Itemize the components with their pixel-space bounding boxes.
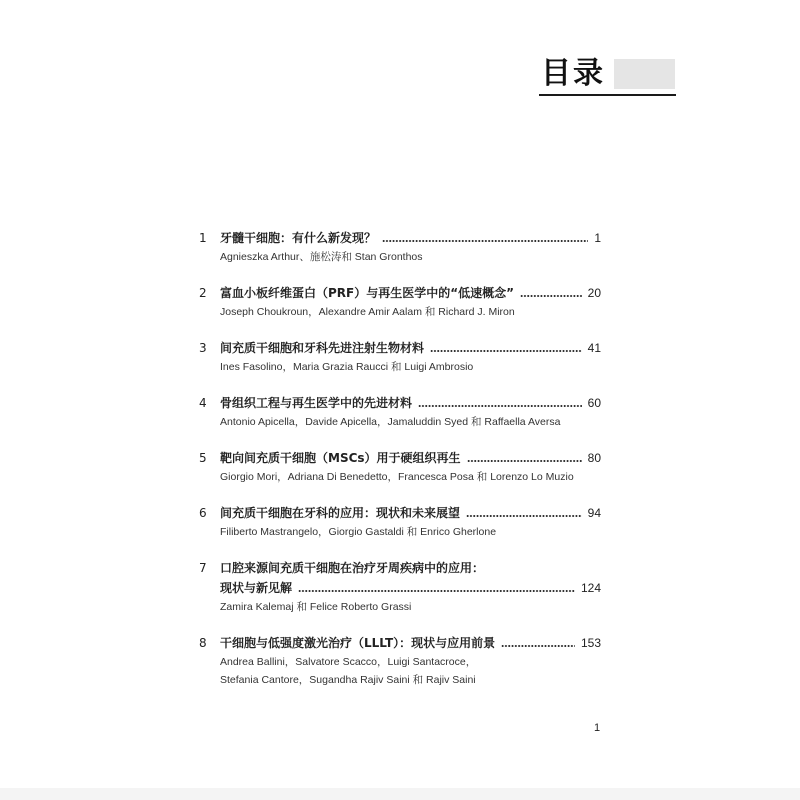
chapter-page-number: 124 xyxy=(580,581,601,595)
chapter-page-number: 20 xyxy=(587,286,601,300)
dot-leader xyxy=(382,240,588,242)
chapter-title: 牙髓干细胞：有什么新发现？ xyxy=(220,231,377,245)
dot-leader xyxy=(418,405,582,407)
dot-leader xyxy=(298,590,575,592)
chapter-title-line xyxy=(220,580,601,596)
chapter-authors: Agnieszka Arthur、施松涛和 Stan Gronthos xyxy=(220,251,423,263)
chapter-title-line xyxy=(220,560,601,576)
chapter-title-line xyxy=(220,450,601,466)
dot-leader xyxy=(520,295,582,297)
chapter-title-line xyxy=(220,505,601,521)
chapter-number: 6 xyxy=(199,506,207,520)
chapter-page-number: 80 xyxy=(587,451,601,465)
chapter-page-number: 41 xyxy=(587,341,601,355)
chapter-title-line xyxy=(220,635,601,651)
dot-leader xyxy=(430,350,582,352)
chapter-title-line xyxy=(220,230,601,246)
chapter-number: 5 xyxy=(199,451,207,465)
chapter-page-number: 60 xyxy=(587,396,601,410)
chapter-number: 7 xyxy=(199,561,207,575)
chapter-title: 靶向间充质干细胞（MSCs）用于硬组织再生 xyxy=(220,451,461,465)
chapter-authors: Filiberto Mastrangelo，Giorgio Gastaldi 和 Enrico Gherlone xyxy=(220,526,497,538)
chapter-number: 1 xyxy=(199,231,207,245)
chapter-title: 口腔来源间充质干细胞在治疗牙周疾病中的应用： xyxy=(220,561,485,575)
chapter-authors: Giorgio Mori，Adriana Di Benedetto，Francesca Posa 和 Lorenzo Lo Muzio xyxy=(220,471,574,483)
dot-leader xyxy=(467,460,582,462)
page-bottom-edge xyxy=(0,788,800,800)
dot-leader xyxy=(466,515,582,517)
chapter-page-number: 153 xyxy=(580,636,601,650)
chapter-authors: Zamira Kalemaj 和 Felice Roberto Grassi xyxy=(220,601,412,613)
chapter-page-number: 1 xyxy=(594,231,601,245)
chapter-title: 现状与新见解 xyxy=(220,581,293,595)
chapter-title: 干细胞与低强度激光治疗（LLLT）：现状与应用前景 xyxy=(220,636,496,650)
chapter-authors: Stefania Cantore，Sugandha Rajiv Saini 和 Rajiv Saini xyxy=(220,674,476,686)
chapter-authors: Antonio Apicella，Davide Apicella，Jamaluddin Syed 和 Raffaella Aversa xyxy=(220,416,561,428)
chapter-number: 2 xyxy=(199,286,207,300)
chapter-authors: Joseph Choukroun，Alexandre Amir Aalam 和 Richard J. Miron xyxy=(220,306,515,318)
chapter-title: 间充质干细胞和牙科先进注射生物材料 xyxy=(220,341,425,355)
chapter-title-line xyxy=(220,340,601,356)
chapter-page-number: 94 xyxy=(587,506,601,520)
page-title: 目录 xyxy=(541,56,605,91)
page-number: 1 xyxy=(594,722,601,734)
chapter-number: 3 xyxy=(199,341,207,355)
chapter-title: 骨组织工程与再生医学中的先进材料 xyxy=(220,396,413,410)
dot-leader xyxy=(501,645,575,647)
chapter-title-line xyxy=(220,395,601,411)
chapter-authors: Ines Fasolino，Maria Grazia Raucci 和 Luigi Ambrosio xyxy=(220,361,474,373)
chapter-title: 富血小板纤维蛋白（PRF）与再生医学中的“低速概念” xyxy=(220,286,515,300)
chapter-title: 间充质干细胞在牙科的应用：现状和未来展望 xyxy=(220,506,461,520)
chapter-number: 4 xyxy=(199,396,207,410)
chapter-number: 8 xyxy=(199,636,207,650)
chapter-title-line xyxy=(220,285,601,301)
chapter-authors: Andrea Ballini，Salvatore Scacco，Luigi Santacroce， xyxy=(220,656,477,668)
